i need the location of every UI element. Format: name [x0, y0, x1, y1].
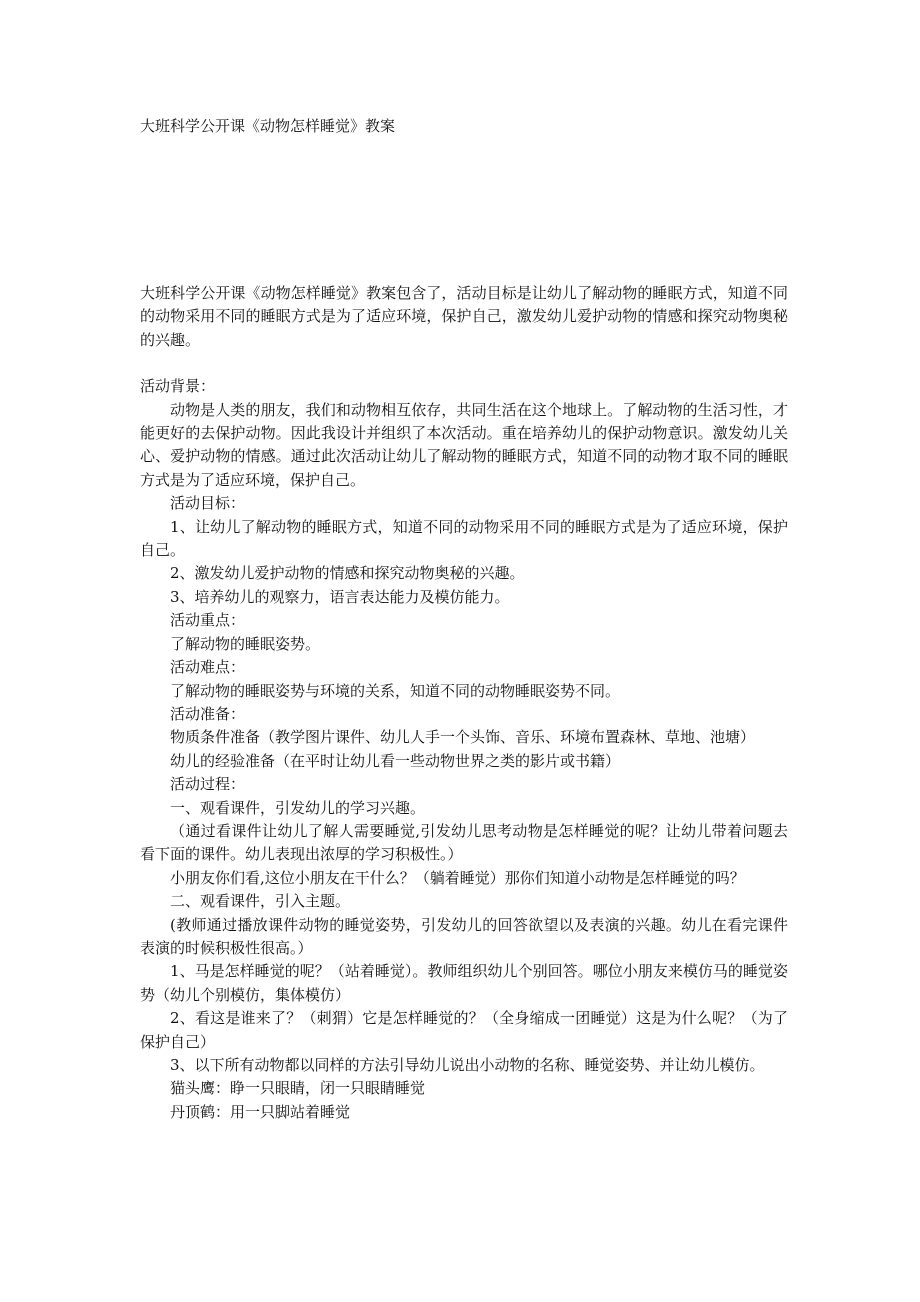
animal-owl: 猫头鹰：睁一只眼睛，闭一只眼睛睡觉	[170, 1079, 426, 1098]
preparation-heading: 活动准备：	[170, 704, 246, 723]
difficulty-heading: 活动难点：	[170, 658, 246, 677]
difficulty-text: 了解动物的睡眠姿势与环境的关系，知道不同的动物睡眠姿势不同。	[170, 681, 621, 700]
process-step-2-item-3: 3、以下所有动物都以同样的方法引导幼儿说出小动物的名称、睡觉姿势、并让幼儿模仿。	[170, 1056, 765, 1074]
preparation-experience: 幼儿的经验准备（在平时让幼儿看一些动物世界之类的影片或书籍）	[170, 751, 621, 770]
animal-crane: 丹顶鹤：用一只脚站着睡觉	[170, 1102, 351, 1121]
process-step-2: 二、观看课件，引入主题。	[170, 892, 351, 911]
key-point-heading: 活动重点：	[170, 611, 246, 630]
background-paragraph: 动物是人类的朋友，我们和动物相互依存，共同生活在这个地球上。了解动物的生活习性，才能更好的去保护动物。因此我设计并组织了本次活动。重在培养幼儿的保护动物意识。激发幼儿关心、爱护动物的情感。通过此次活动让幼儿了解动物的睡眠方式，知道不同的动物才取不同的睡眠方式是为了适应环境，保护自己。	[140, 400, 788, 489]
process-step-1: 一、观看课件，引发幼儿的学习兴趣。	[170, 798, 426, 817]
process-step-2-item-1: 1、马是怎样睡觉的呢？（站着睡觉）。教师组织幼儿个别回答。哪位小朋友来模仿马的睡觉姿势（幼儿个别模仿，集体模仿）	[140, 962, 788, 1004]
process-step-2-note: (教师通过播放课件动物的睡觉姿势，引发幼儿的回答欲望以及表演的兴趣。幼儿在看完课件表演的时候积极性很高。）	[140, 915, 788, 957]
document-body	[140, 282, 788, 1124]
goal-item-2: 2、激发幼儿爱护动物的情感和探究动物奥秘的兴趣。	[170, 564, 525, 583]
process-heading: 活动过程：	[170, 775, 246, 794]
key-point-text: 了解动物的睡眠姿势。	[170, 634, 321, 653]
intro-paragraph: 大班科学公开课《动物怎样睡觉》教案包含了，活动目标是让幼儿了解动物的睡眠方式，知道不同的动物采用不同的睡眠方式是为了适应环境，保护自己，激发幼儿爱护动物的情感和探究动物奥秘的兴趣。	[140, 284, 788, 349]
process-step-2-item-2: 2、看这是谁来了？（刺猬）它是怎样睡觉的？（全身缩成一团睡觉）这是为什么呢？（为了保护自己）	[140, 1009, 788, 1051]
process-step-1-note: （通过看课件让幼儿了解人需要睡觉,引发幼儿思考动物是怎样睡觉的呢？让幼儿带着问题去看下面的课件。幼儿表现出浓厚的学习积极性。）	[140, 821, 788, 864]
goal-item-1: 1、让幼儿了解动物的睡眠方式，知道不同的动物采用不同的睡眠方式是为了适应环境，保护自己。	[140, 517, 788, 560]
preparation-material: 物质条件准备（教学图片课件、幼儿人手一个头饰、音乐、环境布置森林、草地、池塘）	[170, 728, 756, 747]
background-heading: 活动背景：	[140, 377, 216, 396]
document-title: 大班科学公开课《动物怎样睡觉》教案	[140, 117, 396, 135]
goals-heading: 活动目标：	[170, 494, 246, 513]
process-step-1-question: 小朋友你们看,这位小朋友在干什么？（躺着睡觉）那你们知道小动物是怎样睡觉的吗？	[170, 868, 745, 887]
goal-item-3: 3、培养幼儿的观察力，语言表达能力及模仿能力。	[170, 587, 510, 606]
